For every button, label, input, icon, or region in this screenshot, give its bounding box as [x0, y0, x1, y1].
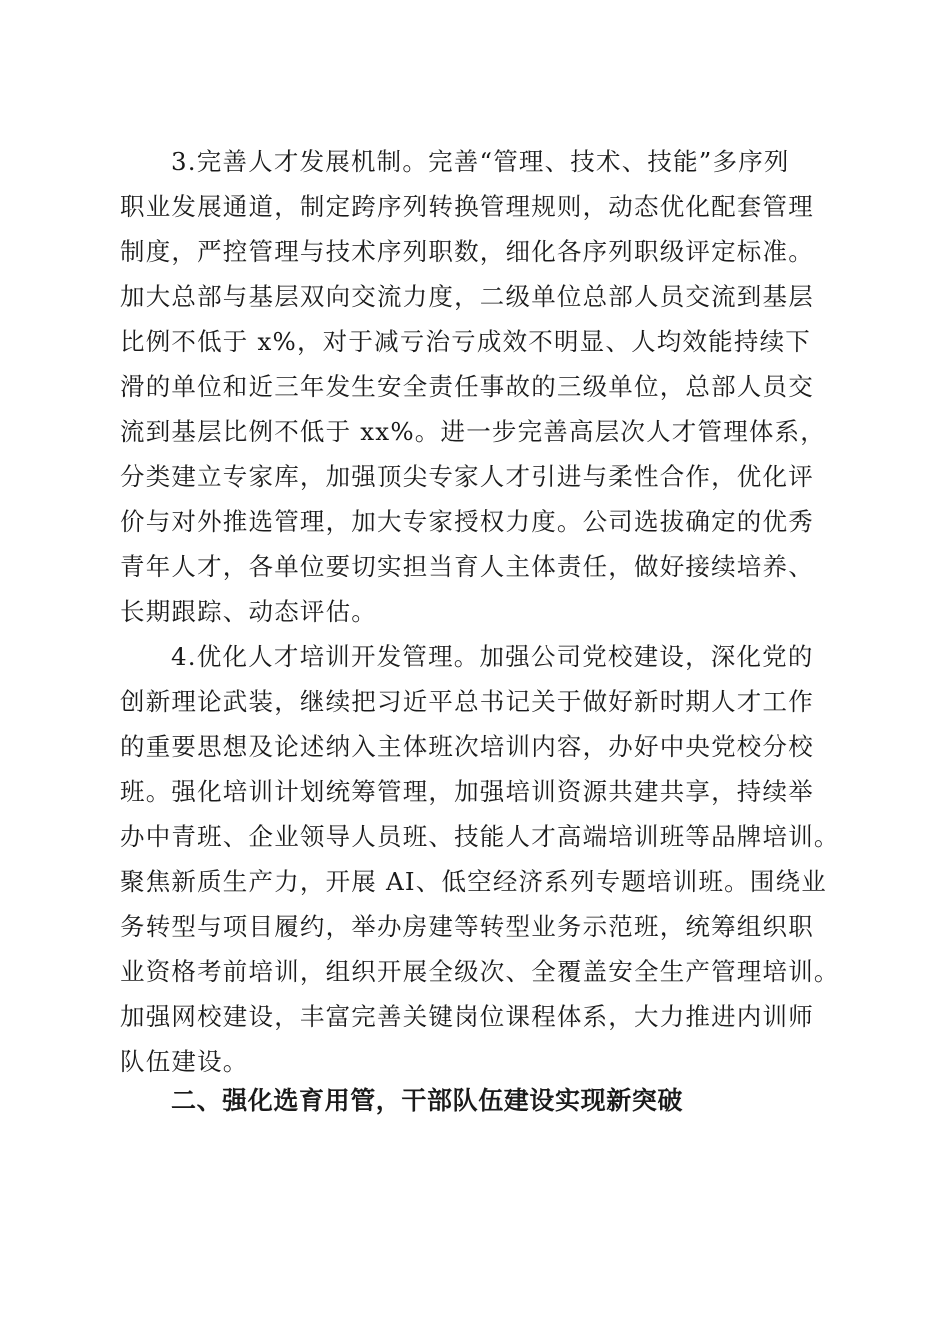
section-heading-block: [171, 1078, 831, 1123]
paragraph-line: 聚焦新质生产力，开展 AI、低空经济系列专题培训班。围绕业: [120, 867, 827, 896]
paragraph-line: 青年人才，各单位要切实担当育人主体责任，做好接续培养、: [120, 552, 814, 581]
paragraph-line: 加强网校建设，丰富完善关键岗位课程体系，大力推进内训师: [120, 1002, 814, 1031]
paragraph-line: 滑的单位和近三年发生安全责任事故的三级单位，总部人员交: [120, 372, 814, 401]
paragraph-line: 创新理论武装，继续把习近平总书记关于做好新时期人才工作: [120, 687, 814, 716]
paragraph-line: 分类建立专家库，加强顶尖专家人才引进与柔性合作，优化评: [120, 462, 814, 491]
paragraph-line: 职业发展通道，制定跨序列转换管理规则，动态优化配套管理: [120, 192, 814, 221]
paragraph-line: 长期跟踪、动态评估。: [120, 597, 377, 626]
paragraph-line: 队伍建设。: [120, 1047, 249, 1076]
paragraph-line: 制度，严控管理与技术序列职数，细化各序列职级评定标准。: [120, 237, 814, 266]
paragraph-line: 3.完善人才发展机制。完善“管理、技术、技能”多序列: [171, 147, 790, 176]
paragraph-line: 流到基层比例不低于 xx%。进一步完善高层次人才管理体系，: [120, 417, 826, 446]
paragraph-line: 价与对外推选管理，加大专家授权力度。公司选拔确定的优秀: [120, 507, 814, 536]
paragraph-3: [120, 139, 840, 634]
paragraph-line: 班。强化培训计划统筹管理，加强培训资源共建共享，持续举: [120, 777, 814, 806]
paragraph-line: 比例不低于 x%，对于减亏治亏成效不明显、人均效能持续下: [120, 327, 811, 356]
paragraph-line: 业资格考前培训，组织开展全级次、全覆盖安全生产管理培训。: [120, 957, 840, 986]
section-heading: 二、强化选育用管，干部队伍建设实现新突破: [171, 1086, 684, 1115]
paragraph-line: 务转型与项目履约，举办房建等转型业务示范班，统筹组织职: [120, 912, 814, 941]
paragraph-line: 的重要思想及论述纳入主体班次培训内容，办好中央党校分校: [120, 732, 814, 761]
paragraph-line: 4.优化人才培训开发管理。加强公司党校建设，深化党的: [171, 642, 814, 671]
paragraph-line: 办中青班、企业领导人员班、技能人才高端培训班等品牌培训。: [120, 822, 840, 851]
paragraph-line: 加大总部与基层双向交流力度，二级单位总部人员交流到基层: [120, 282, 814, 311]
paragraph-4: [120, 634, 840, 1084]
